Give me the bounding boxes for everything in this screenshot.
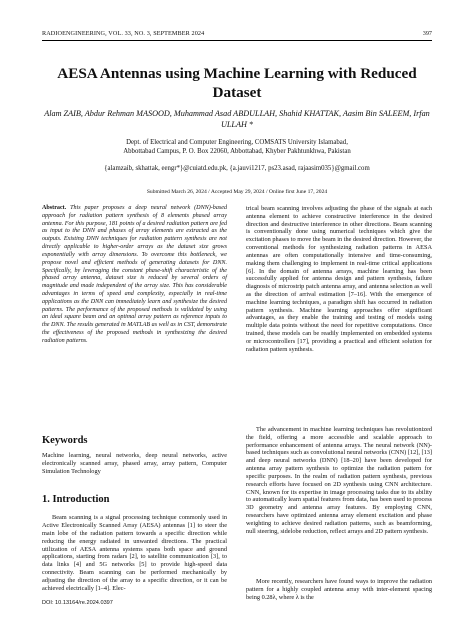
affiliation [42, 139, 432, 156]
affiliation-line-2: Abbottabad Campus, P. O. Box 22060, Abbottabad, Khyber Pakhtunkhwa, Pakistan [123, 147, 351, 155]
running-header [42, 30, 432, 40]
paper-title: AESA Antennas using Machine Learning with Reduced Dataset [57, 65, 417, 101]
keywords-heading: Keywords [42, 435, 88, 446]
affiliation-line-1: Dept. of Electrical and Computer Engineering, COMSATS University Islamabad, [126, 139, 348, 146]
abstract-text: This paper proposes a deep neural network (DNN)-based approach for radiation pattern synthesis of 8 elements phased array antenna. For this purpose, 181 points of a desired radiation pattern are fed as input to the DNN and phases of array elements are extracted as the outputs. Existing DNN techniques for radiation pattern synthesis are not directly applicable to higher-order arrays as the dataset size grows exponentially with array dimensions. To overcome this bottleneck, we propose novel and efficient methods of generating datasets for DNN. Specifically, by leveraging the constant phase-shift characteristic of the phased array antenna, dataset size is reduced by several orders of magnitude and made independent of the array size. This has considerable advantages in terms of speed and complexity, especially in real-time applications as the DNN can immediately learn and synthesize the desired patterns. The performance of the proposed methods is validated by using an ideal square beam and an optimal array pattern as reference inputs to the DNN. The results generated in MATLAB as well as in CST, demonstrate the effectiveness of the proposed methods in synthesizing the desired radiation patterns. [42, 205, 227, 344]
doi-link[interactable]: DOI: 10.13164/re.2024.0397 [42, 600, 113, 606]
abstract-block [42, 205, 227, 346]
submission-dates: Submitted March 26, 2024 / Accepted May 29, 2024 / Online first June 17, 2024 [146, 189, 328, 195]
abstract-label: Abstract. [42, 205, 67, 211]
abstract [42, 205, 227, 346]
author-emails: {alamzaib, skhattak, eengr*}@cuiatd.edu.pk, {a.jauvi1217, ps23.asad, rajaasim035}@gmail.com [104, 165, 370, 172]
right-paragraph-3: More recently, researchers have found ways to improve the radiation pattern for a highly coupled antenna array with inter-element spacing being 0.28λ, where λ is the [246, 578, 432, 601]
header-rule [42, 40, 432, 41]
keywords-text: Machine learning, neural networks, deep neural networks, active electronically scanned array, phased array, array pattern, Computer Simulation Technology [42, 452, 227, 475]
journal-name: RADIOENGINEERING, VOL. 33, NO. 3, SEPTEMBER 2024 [42, 30, 205, 37]
author-list: Alam ZAIB, Abdur Rehman MASOOD, Muhammad Asad ABDULLAH, Shahid KHATTAK, Aasim Bin SALEEM, Irfan ULLAH * [44, 109, 430, 129]
right-paragraph-2: The advancement in machine learning techniques has revolutionized the field, offering a more accessible and scalable approach to performance enhancement of antenna arrays. The neural network (NN)-based techniques such as convolutional neural networks (CNN) [12], [13] and deep neural networks (DNN) [18–20] have been developed for antenna array pattern synthesis to optimize the radiation pattern for specific purposes. In the realm of radiation pattern synthesis, previous research efforts have focused on 2D synthesis using CNN architecture. CNN, known for its expertise in image processing tasks due to its ability to automatically learn spatial features from data, has been used to process 3D geometry and antenna array features. By employing CNN, researchers have optimized antenna array element excitation and phase weighting to achieve desired radiation patterns, such as beamforming, null steering, sidelobe reduction, reflect arrays and 2D pattern synthesis. [246, 426, 432, 535]
page-number: 397 [422, 30, 432, 37]
right-paragraph-1: trical beam scanning involves adjusting the phase of the signals at each antenna element to achieve constructive interference in the desired direction and destructive interference in other directions. Beam scanning is conventionally done using numerical techniques which give the excitation phases to move the beam in the desired direction. However, the conventional methods for synthesizing radiation patterns in AESA antennas are often computationally intensive and time-consuming, making them challenging to implement in real-time critical applications [6]. In the domain of antenna arrays, machine learning has been successfully applied for antenna design and pattern synthesis, failure diagnosis of microstrip patch antenna array, and antenna selection as well as the direction of arrival estimation [7–16]. With the emergence of machine learning techniques, a paradigm shift has occurred in radiation pattern synthesis. Machine learning approaches offer significant advantages, as they enable the training and testing of models using multiple data points without the need for repetitive computations. Once trained, these models can be readily implemented on embedded systems or microcontrollers [17], providing a practical and efficient solution for radiation pattern synthesis. [246, 205, 432, 353]
introduction-text: Beam scanning is a signal processing technique commonly used in Active Electronically Scanned Array (AESA) antennas [1] to steer the main lobe of the radiation pattern towards a specific direction while reducing the energy radiated in unwanted directions. The practical utilization of AESA antenna systems spans both space and ground applications, starting from radars [2], to satellite communication [3], to data links [4] and 5G networks [5] to provide high-speed data connectivity. Beam scanning can be performed mechanically by adjusting the direction of the array to a specific direction, or it can be achieved electrically [1–4]. Elec- [42, 514, 227, 592]
introduction-heading: 1. Introduction [42, 494, 110, 505]
